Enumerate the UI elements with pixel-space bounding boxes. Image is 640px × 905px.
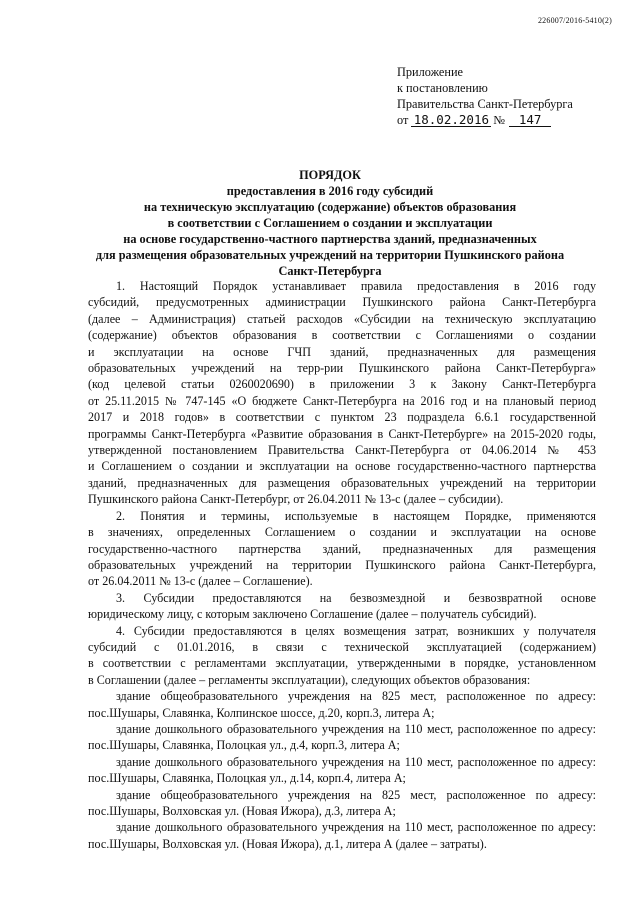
title-heading: ПОРЯДОК bbox=[299, 168, 361, 182]
paragraph-line: утвержденной постановлением Правительства Санкт-Петербурга от 04.06.2014 № 453 bbox=[88, 443, 596, 458]
paragraph bbox=[88, 623, 596, 689]
title-line: Санкт-Петербурга bbox=[278, 264, 382, 278]
paragraph-line: (содержание) объектов образования в соответствии с Соглашениями о создании bbox=[88, 328, 596, 343]
paragraph-line: образовательных учреждений на терр-рии Пушкинского района Санкт-Петербурга» bbox=[88, 361, 596, 376]
paragraph-line: пос.Шушары, Славянка, Полоцкая ул., д.14, корп.4, литера А; bbox=[88, 771, 406, 786]
appendix-line-2: к постановлению bbox=[397, 81, 488, 95]
paragraph-line: в Соглашении (далее – регламенты эксплуатации), следующих объектов образования: bbox=[88, 672, 531, 687]
paragraph-line: 2017 и 2018 годов» в соответствии с пунктом 23 подраздела 6.6.1 государственной bbox=[88, 410, 596, 425]
paragraph bbox=[88, 721, 596, 754]
resolution-date: 18.02.2016 bbox=[411, 113, 491, 127]
paragraph-line: юридическому лицу, с которым заключено Соглашение (далее – получатель субсидий). bbox=[88, 607, 537, 622]
paragraph-line: 1. Настоящий Порядок устанавливает правила предоставления в 2016 году bbox=[116, 279, 596, 293]
document-body bbox=[88, 278, 596, 852]
paragraph-line: пос.Шушары, Волховская ул. (Новая Ижора), д.3, литера А; bbox=[88, 804, 396, 818]
paragraph bbox=[88, 688, 596, 721]
document-title bbox=[60, 167, 600, 279]
paragraph-line: 3. Субсидии предоставляются на безвозмездной и безвозвратной основе bbox=[116, 590, 596, 605]
paragraph-line: пос.Шушары, Славянка, Колпинское шоссе, д.20, корп.3, литера А; bbox=[88, 705, 435, 720]
paragraph bbox=[88, 787, 596, 820]
paragraph-line: и эксплуатации на основе ГЧП зданий, предназначенных для размещения bbox=[88, 344, 596, 359]
number-label: № bbox=[493, 113, 506, 127]
paragraph bbox=[88, 508, 596, 590]
title-line: в соответствии с Соглашением о создании и эксплуатации bbox=[167, 216, 493, 230]
paragraph bbox=[88, 278, 596, 508]
paragraph-line: здание общеобразовательного учреждения на 825 мест, расположенное по адресу: bbox=[116, 689, 596, 704]
paragraph-line: образовательных учреждений на территории Пушкинского района Санкт-Петербурга, bbox=[88, 557, 596, 572]
paragraph-line: и Соглашением о создании и эксплуатации на основе государственно-частного партнерства bbox=[88, 459, 596, 474]
from-label: от bbox=[397, 113, 409, 127]
paragraph-line: (далее – Администрация) статьей расходов «Субсидии на техническую эксплуатацию bbox=[88, 311, 596, 326]
paragraph-line: в значениях, определенных Соглашением о создании и эксплуатации на основе bbox=[88, 525, 596, 540]
paragraph-line: пос.Шушары, Волховская ул. (Новая Ижора), д.1, литера А (далее – затраты). bbox=[88, 836, 487, 851]
paragraph-line: здание дошкольного образовательного учреждения на 110 мест, расположенное по адресу: bbox=[116, 721, 596, 736]
paragraph-line: здание общеобразовательного учреждения на 825 мест, расположенное по адресу: bbox=[116, 787, 596, 802]
title-line: на техническую эксплуатацию (содержание) объектов образования bbox=[143, 200, 517, 214]
paragraph-line: 2. Понятия и термины, используемые в настоящем Порядке, применяются bbox=[116, 508, 596, 523]
paragraph-line: государственно-частного партнерства зданий, предназначенных для размещения bbox=[88, 541, 596, 556]
paragraph-line: программы Санкт-Петербурга «Развитие образования в Санкт-Петербурге» на 2015-2020 годы, bbox=[88, 426, 596, 441]
paragraph bbox=[88, 819, 596, 852]
paragraph-line: здание дошкольного образовательного учреждения на 110 мест, расположенное по адресу: bbox=[116, 754, 596, 769]
paragraph-line: 4. Субсидии предоставляются в целях возмещения затрат, возникших у получателя bbox=[116, 623, 596, 638]
appendix-line-1: Приложение bbox=[397, 65, 463, 79]
paragraph-line: Пушкинского района Санкт-Петербург, от 26.04.2011 № 13-с (далее – субсидии). bbox=[88, 492, 504, 507]
paragraph-line: в соответствии с регламентами эксплуатации, утвержденными в порядке, установленном bbox=[88, 656, 596, 671]
title-line: на основе государственно-частного партнерства зданий, предназначенных bbox=[123, 232, 537, 246]
paragraph-line: здание дошкольного образовательного учреждения на 110 мест, расположенное по адресу: bbox=[116, 820, 596, 835]
paragraph bbox=[88, 590, 596, 623]
paragraph-line: пос.Шушары, Славянка, Полоцкая ул., д.4, корп.3, литера А; bbox=[88, 738, 400, 753]
title-line: для размещения образовательных учреждений на территории Пушкинского района bbox=[95, 248, 565, 262]
appendix-date-line bbox=[397, 112, 573, 128]
paragraph-line: зданий, предназначенных для размещения образовательных учреждений на территории bbox=[88, 475, 596, 490]
resolution-number: 147 bbox=[509, 113, 551, 127]
paragraph-line: от 26.04.2011 № 13-с (далее – Соглашение). bbox=[88, 574, 313, 589]
paragraph-line: субсидий, предусмотренных администрации Пушкинского района Санкт-Петербурга bbox=[88, 295, 596, 310]
paragraph-line: от 25.11.2015 № 747-145 «О бюджете Санкт-Петербурга на 2016 год и на плановый период bbox=[88, 393, 596, 408]
appendix-block bbox=[397, 64, 573, 128]
paragraph bbox=[88, 754, 596, 787]
document-number: 226007/2016-5410(2) bbox=[537, 16, 612, 25]
paragraph-line: субсидий с 01.01.2016, в связи с технической эксплуатацией (содержанием) bbox=[88, 639, 596, 654]
appendix-line-3: Правительства Санкт-Петербурга bbox=[397, 97, 573, 111]
paragraph-line: (код целевой статьи 0260020690) в приложении 3 к Закону Санкт-Петербурга bbox=[88, 377, 596, 392]
title-line: предоставления в 2016 году субсидий bbox=[226, 184, 434, 198]
